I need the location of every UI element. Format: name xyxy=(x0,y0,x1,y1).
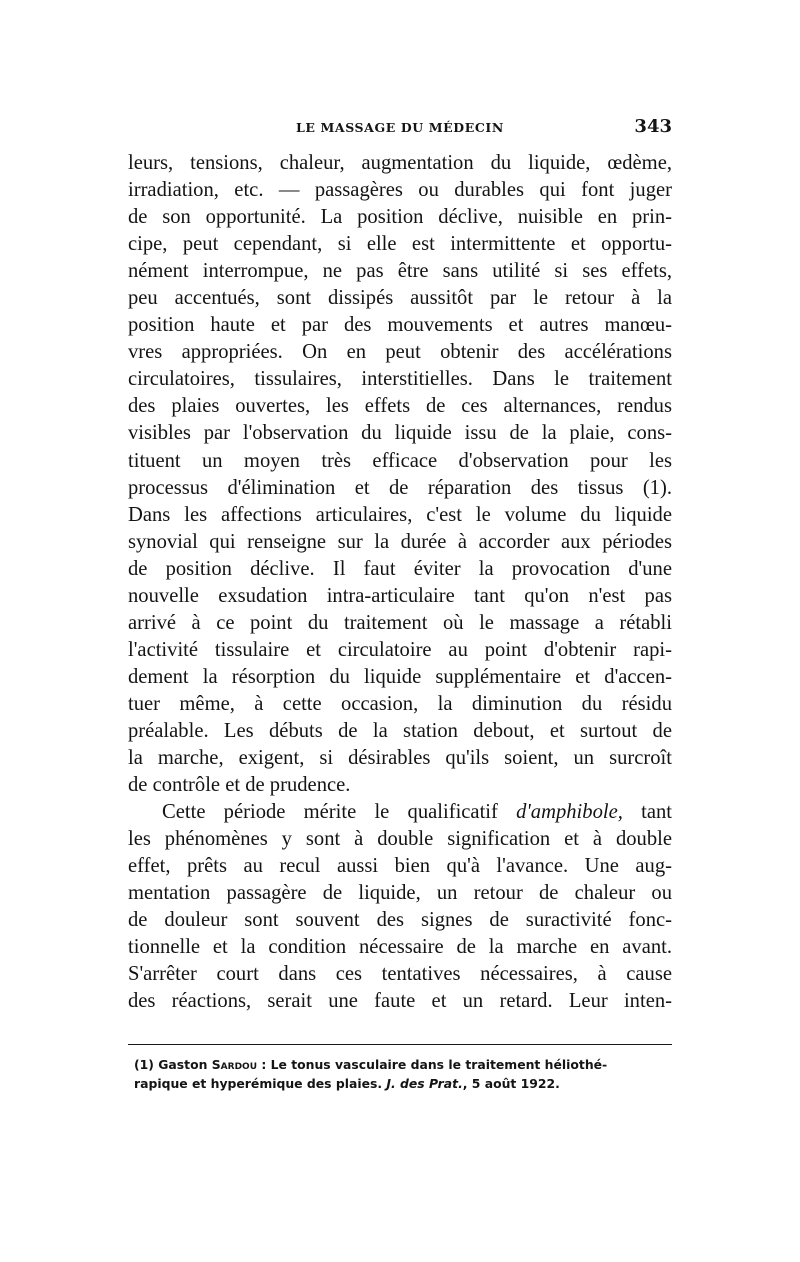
running-title: LE MASSAGE DU MÉDECIN xyxy=(296,120,504,135)
running-head xyxy=(128,116,672,138)
text-line: position haute et par des mouvements et autres manœu- xyxy=(128,314,672,337)
footnote-journal: J. des Prat. xyxy=(386,1076,463,1091)
footnote-author: Sardou xyxy=(211,1057,257,1072)
body-text xyxy=(128,150,672,1016)
text-line: vres appropriées. On en peut obtenir des accélérations xyxy=(128,341,672,364)
text-line: cipe, peut cependant, si elle est intermittente et opportu- xyxy=(128,233,672,256)
text-segment: tant xyxy=(622,801,672,824)
footnote-marker-and-name: (1) Gaston xyxy=(134,1057,212,1072)
text-line: synovial qui renseigne sur la durée à accorder aux périodes xyxy=(128,530,672,553)
footnote-date: , 5 août 1922. xyxy=(462,1076,560,1091)
text-line: visibles par l'observation du liquide issu de la plaie, cons- xyxy=(128,422,672,445)
text-line: préalable. Les débuts de la station debout, et surtout de xyxy=(128,719,672,742)
text-line: nément interrompue, ne pas être sans utilité si ses effets, xyxy=(128,260,672,283)
page-number: 343 xyxy=(634,116,672,137)
text-line: mentation passagère de liquide, un retour de chaleur ou xyxy=(128,882,672,905)
italic-term: d'amphibole, xyxy=(516,801,623,824)
text-line: leurs, tensions, chaleur, augmentation du liquide, œdème, xyxy=(128,152,672,174)
footnote-rule xyxy=(128,1044,672,1045)
text-line: l'activité tissulaire et circulatoire au point d'obtenir rapi- xyxy=(128,638,672,661)
text-line: tuer même, à cette occasion, la diminution du résidu xyxy=(128,692,672,715)
text-line: les phénomènes y sont à double signification et à double xyxy=(128,828,672,851)
text-line: effet, prêts au recul aussi bien qu'à l'avance. Une aug- xyxy=(128,855,672,878)
paragraph-first-line xyxy=(128,799,672,826)
text-line: Dans les affections articulaires, c'est le volume du liquide xyxy=(128,503,672,526)
text-line: tituent un moyen très efficace d'observation pour les xyxy=(128,449,672,472)
footnote-title-cont: rapique et hyperémique des plaies. xyxy=(134,1076,387,1091)
text-line: de douleur sont souvent des signes de suractivité fonc- xyxy=(128,909,672,932)
footnote-line xyxy=(134,1055,674,1074)
text-line: de son opportunité. La position déclive, nuisible en prin- xyxy=(128,206,672,229)
text-line: arrivé à ce point du traitement où le massage a rétabli xyxy=(128,611,672,634)
text-line: S'arrêter court dans ces tentatives nécessaires, à cause xyxy=(128,963,672,986)
text-line: de position déclive. Il faut éviter la provocation d'une xyxy=(128,557,672,580)
text-line: la marche, exigent, si désirables qu'ils soient, un surcroît xyxy=(128,747,672,770)
text-line: circulatoires, tissulaires, interstitielles. Dans le traitement xyxy=(128,368,672,391)
footnote-title: : Le tonus vasculaire dans le traitement héliothé- xyxy=(257,1057,608,1072)
footnote xyxy=(134,1055,674,1093)
text-line: dement la résorption du liquide supplémentaire et d'accen- xyxy=(128,665,672,688)
text-line: des plaies ouvertes, les effets de ces alternances, rendus xyxy=(128,395,672,418)
text-line: tionnelle et la condition nécessaire de la marche en avant. xyxy=(128,936,672,959)
text-line: des réactions, serait une faute et un retard. Leur inten- xyxy=(128,990,672,1013)
text-line: peu accentués, sont dissipés aussitôt par le retour à la xyxy=(128,287,672,310)
text-line: nouvelle exsudation intra-articulaire tant qu'on n'est pas xyxy=(128,584,672,607)
text-line: de contrôle et de prudence. xyxy=(128,774,351,797)
text-line: processus d'élimination et de réparation des tissus (1). xyxy=(128,476,672,499)
text-segment: Cette période mérite le qualificatif xyxy=(162,801,517,824)
footnote-line xyxy=(134,1074,674,1093)
text-line: irradiation, etc. — passagères ou durables qui font juger xyxy=(128,179,672,202)
